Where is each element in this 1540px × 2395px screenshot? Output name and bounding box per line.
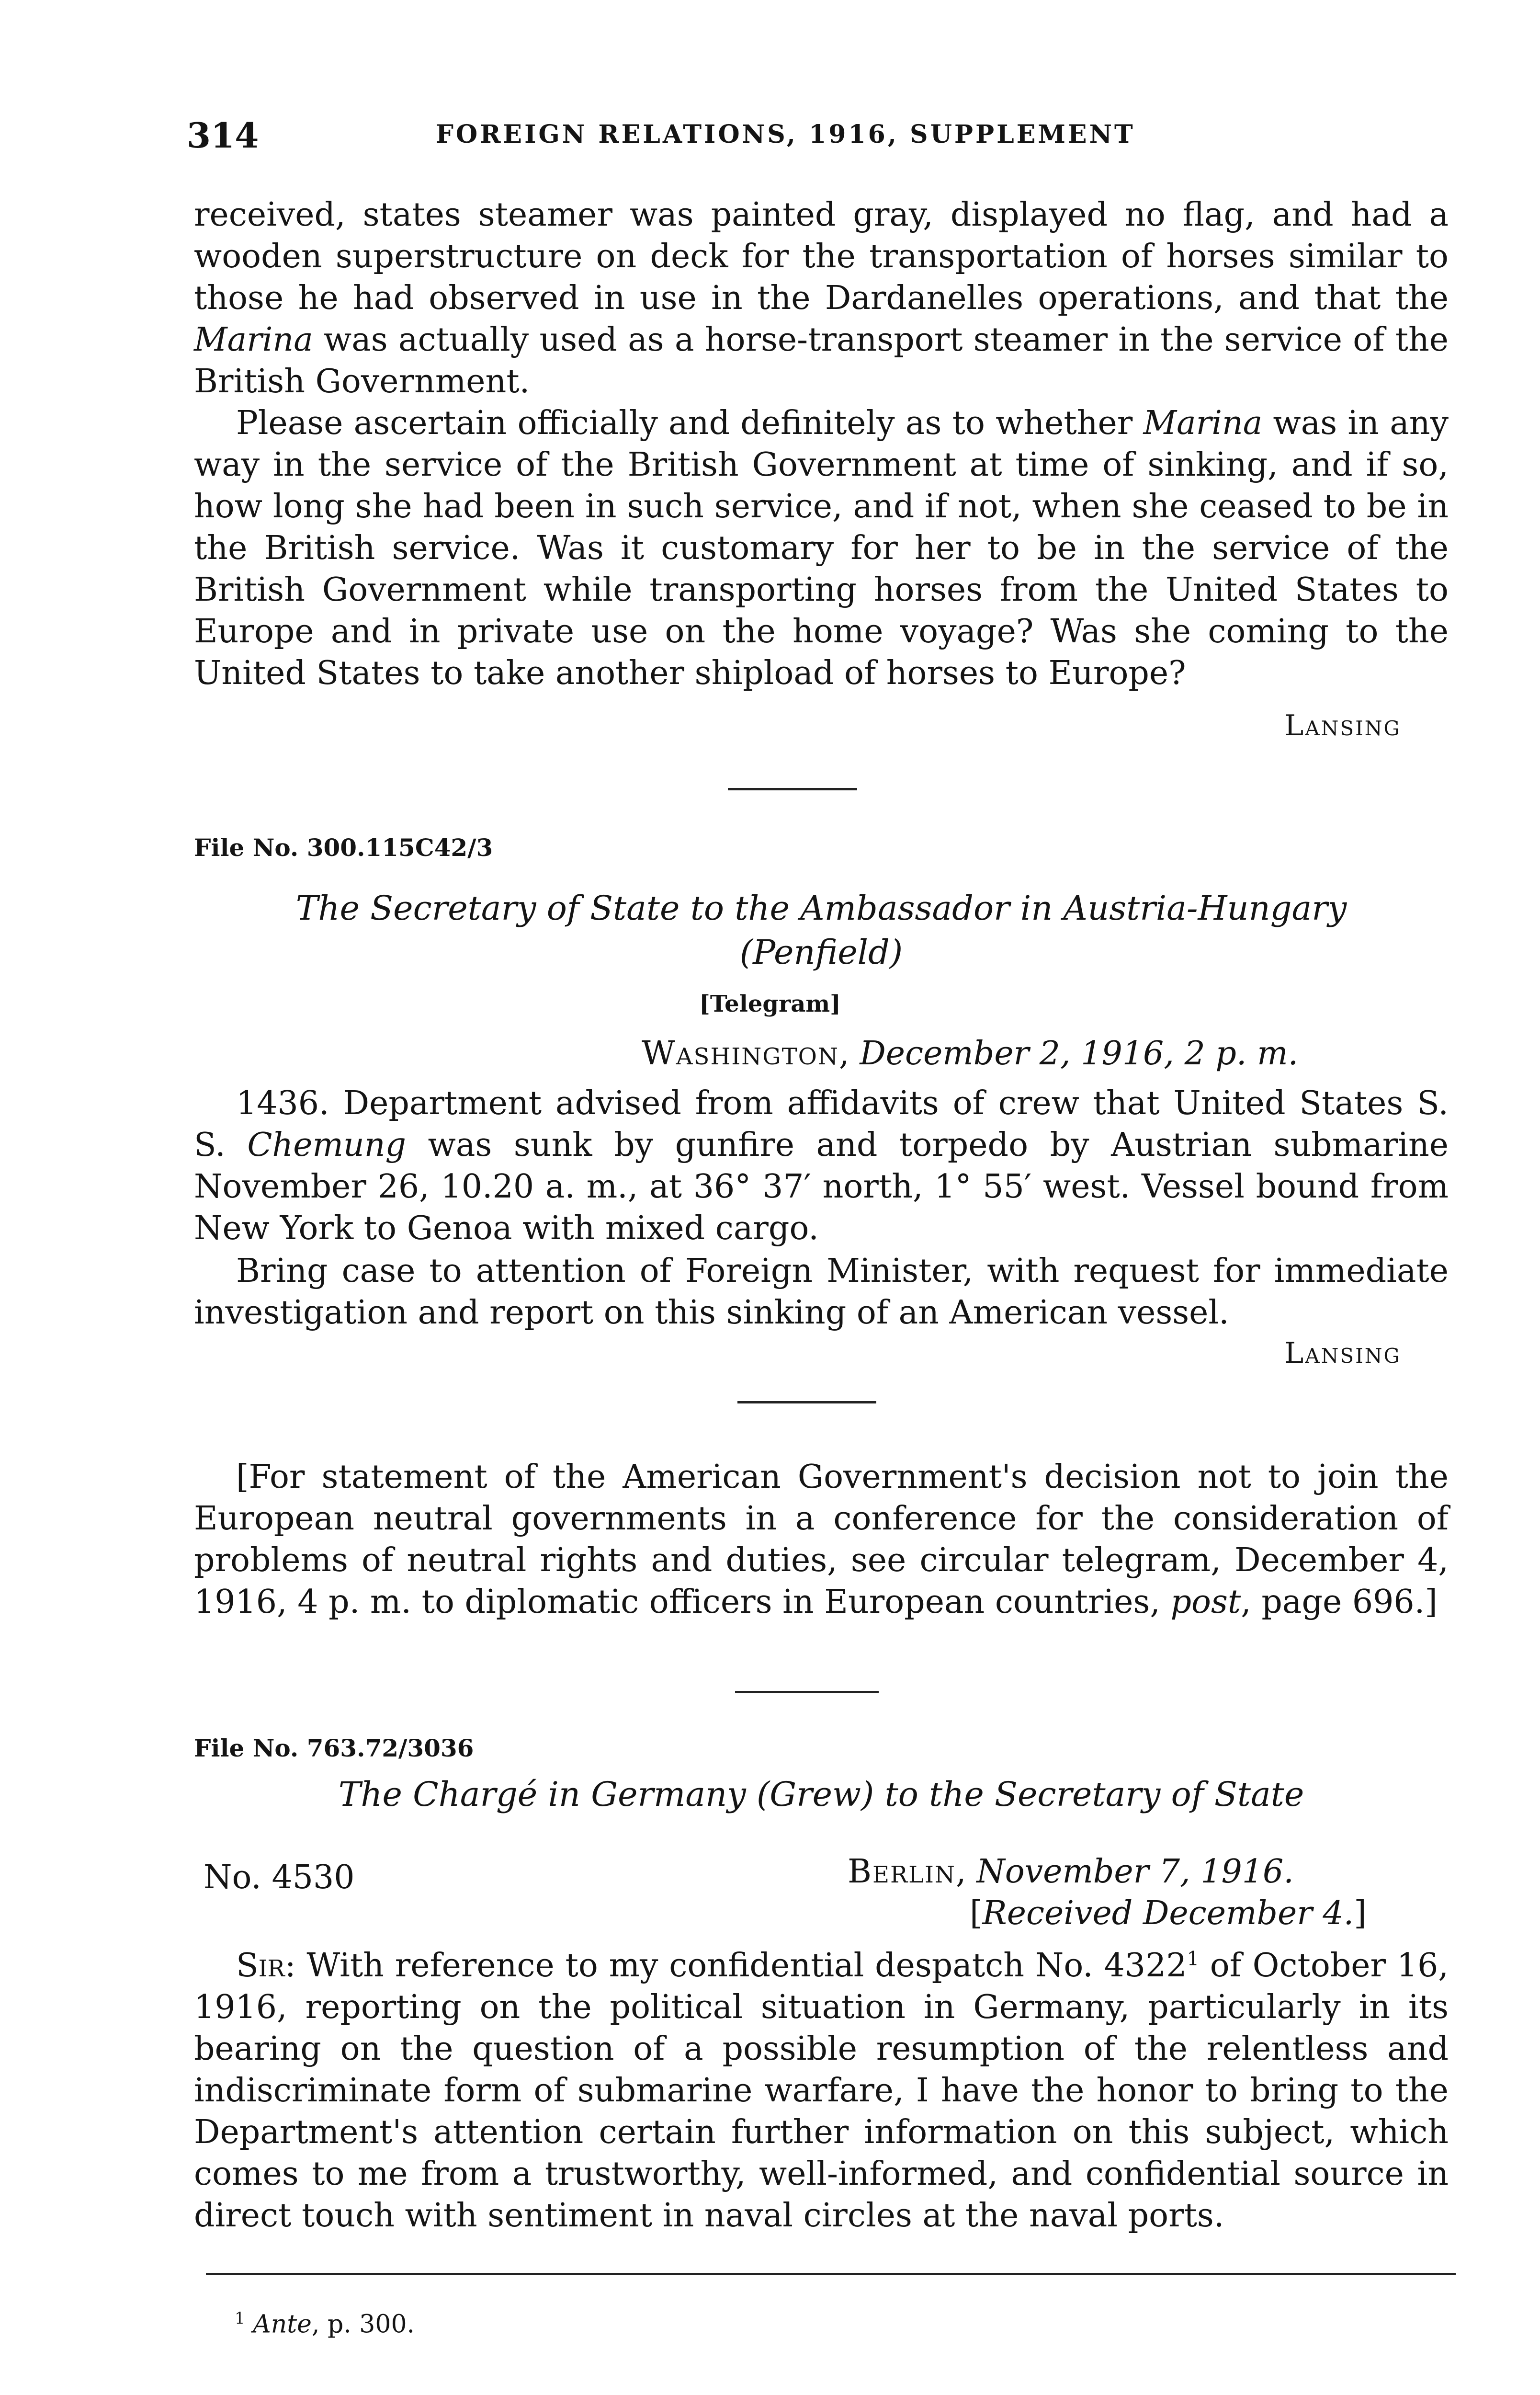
telegram-paragraph-1: 1436. Department advised from affidavits of crew that United States S. S. Chemung was sunk by gunfire and torpedo by Austrian submarine November 26, 10.20 a. m., at 36° 37′ north, 1° 55′ west. Vessel bound from New York to Genoa with mixed cargo. [194,1084,1449,1247]
running-head: FOREIGN RELATIONS, 1916, SUPPLEMENT [436,120,1135,149]
footnote: $^1$ Ante, p. 300. [235,2309,415,2339]
dateline: Washington, December 2, 1916, 2 p. m. [642,1035,1299,1072]
signature-lansing-2: Lansing [1284,1336,1401,1370]
footnote-rule [206,2273,1456,2275]
despatch-paragraph: Sir: With reference to my confidential despatch No. 4322$^1$ of October 16, 1916, reporting on the political situation in Germany, particularly in its bearing on the question of a possible resumption of the relentless and indiscriminate form of submarine warfare, I have the honor to bring to the Department's attention certain further information on this subject, which comes to me from a trustworthy, well-informed, and confidential source in direct touch with sentiment in naval circles at the naval ports. [194,1947,1449,2235]
page-header [187,115,1451,158]
editorial-note: [For statement of the American Government's decision not to join the European neutral governments in a conference for the consideration of problems of neutral rights and duties, see circular telegram, December 4, 1916, 4 p. m. to diplomatic officers in European countries, post, page 696.] [194,1458,1449,1621]
telegram-label: [Telegram] [699,991,841,1017]
despatch-number: No. 4530 [204,1859,355,1896]
document-title: The Secretary of State to the Ambassador in Austria-Hungary (Penfield) [295,889,1347,972]
file-number: File No. 300.115C42/3 [194,833,493,862]
section-divider [728,788,857,790]
continuation-paragraph-1: received, states steamer was painted gray, displayed no flag, and had a wooden superstructure on deck for the transportation of horses similar to those he had observed in use in the Dardanelles operations, and that the Marina was actually used as a horse-transport steamer in the service of the British Government. [194,196,1449,400]
dateline: Berlin, November 7, 1916. [848,1853,1294,1891]
file-number: File No. 763.72/3036 [194,1734,474,1762]
page-number: 314 [187,115,259,156]
section-divider [735,1691,879,1693]
continuation-paragraph-2: Please ascertain officially and definitely as to whether Marina was in any way in the service of the British Government at time of sinking, and if so, how long she had been in such service, and if not, when she ceased to be in the British service. Was it customary for her to be in the service of the British Government while transporting horses from the United States to Europe and in private use on the home voyage? Was she coming to the United States to take another shipload of horses to Europe? [194,404,1449,692]
telegram-paragraph-2: Bring case to attention of Foreign Minister, with request for immediate investigation and report on this sinking of an American vessel. [194,1252,1449,1332]
section-divider [737,1401,876,1403]
signature-lansing-1: Lansing [1284,709,1401,742]
document-title: The Chargé in Germany (Grew) to the Secretary of State [338,1775,1304,1814]
received-date: [Received December 4.] [970,1894,1367,1932]
